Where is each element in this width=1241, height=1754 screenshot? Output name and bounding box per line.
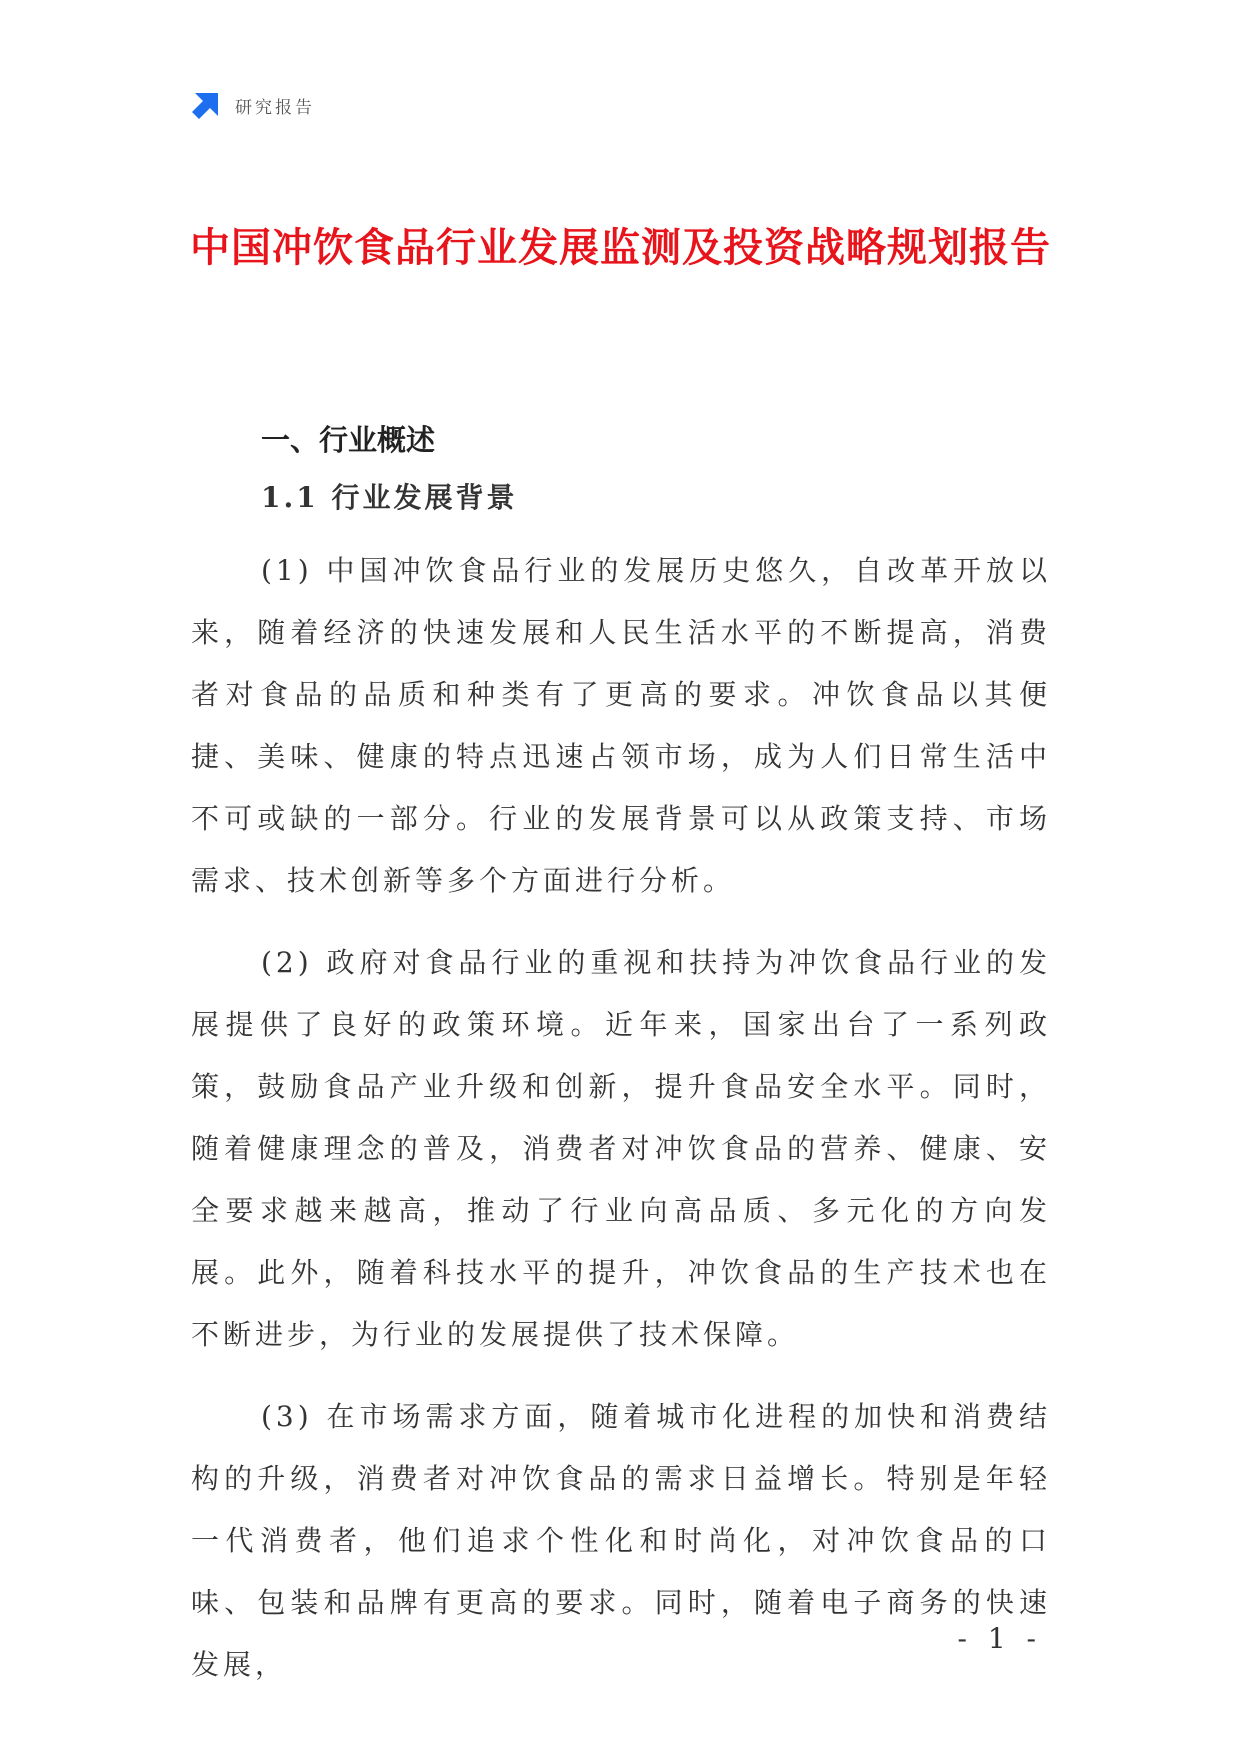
document-title: 中国冲饮食品行业发展监测及投资战略规划报告 [190, 225, 1051, 271]
arrow-up-right-icon [191, 90, 221, 120]
paragraph-3: (3) 在市场需求方面，随着城市化进程的加快和消费结构的升级，消费者对冲饮食品的需求日益增长。特别是年轻一代消费者，他们追求个性化和时尚化，对冲饮食品的口味、包装和品牌有更高的要求。同时，随着电子商务的快速发展， [191, 1400, 1051, 1681]
paragraph-2: (2) 政府对食品行业的重视和扶持为冲饮食品行业的发展提供了良好的政策环境。近年来，国家出台了一系列政策，鼓励食品产业升级和创新，提升食品安全水平。同时，随着健康理念的普及，消费者对冲饮食品的营养、健康、安全要求越来越高，推动了行业向高品质、多元化的方向发展。此外，随着科技水平的提升，冲饮食品的生产技术也在不断进步，为行业的发展提供了技术保障。 [191, 946, 1051, 1351]
document-body [191, 420, 1051, 1696]
paragraph-1: (1) 中国冲饮食品行业的发展历史悠久，自改革开放以来，随着经济的快速发展和人民生活水平的不断提高，消费者对食品的品质和种类有了更高的要求。冲饮食品以其便捷、美味、健康的特点迅速占领市场，成为人们日常生活中不可或缺的一部分。行业的发展背景可以从政策支持、市场需求、技术创新等多个方面进行分析。 [191, 554, 1051, 897]
header-label: 研究报告 [235, 97, 315, 118]
page-number: - 1 - [957, 1622, 1042, 1655]
subsection-heading: 1.1 行业发展背景 [261, 481, 518, 514]
section-heading: 一、行业概述 [261, 423, 436, 457]
report-header [191, 90, 315, 120]
